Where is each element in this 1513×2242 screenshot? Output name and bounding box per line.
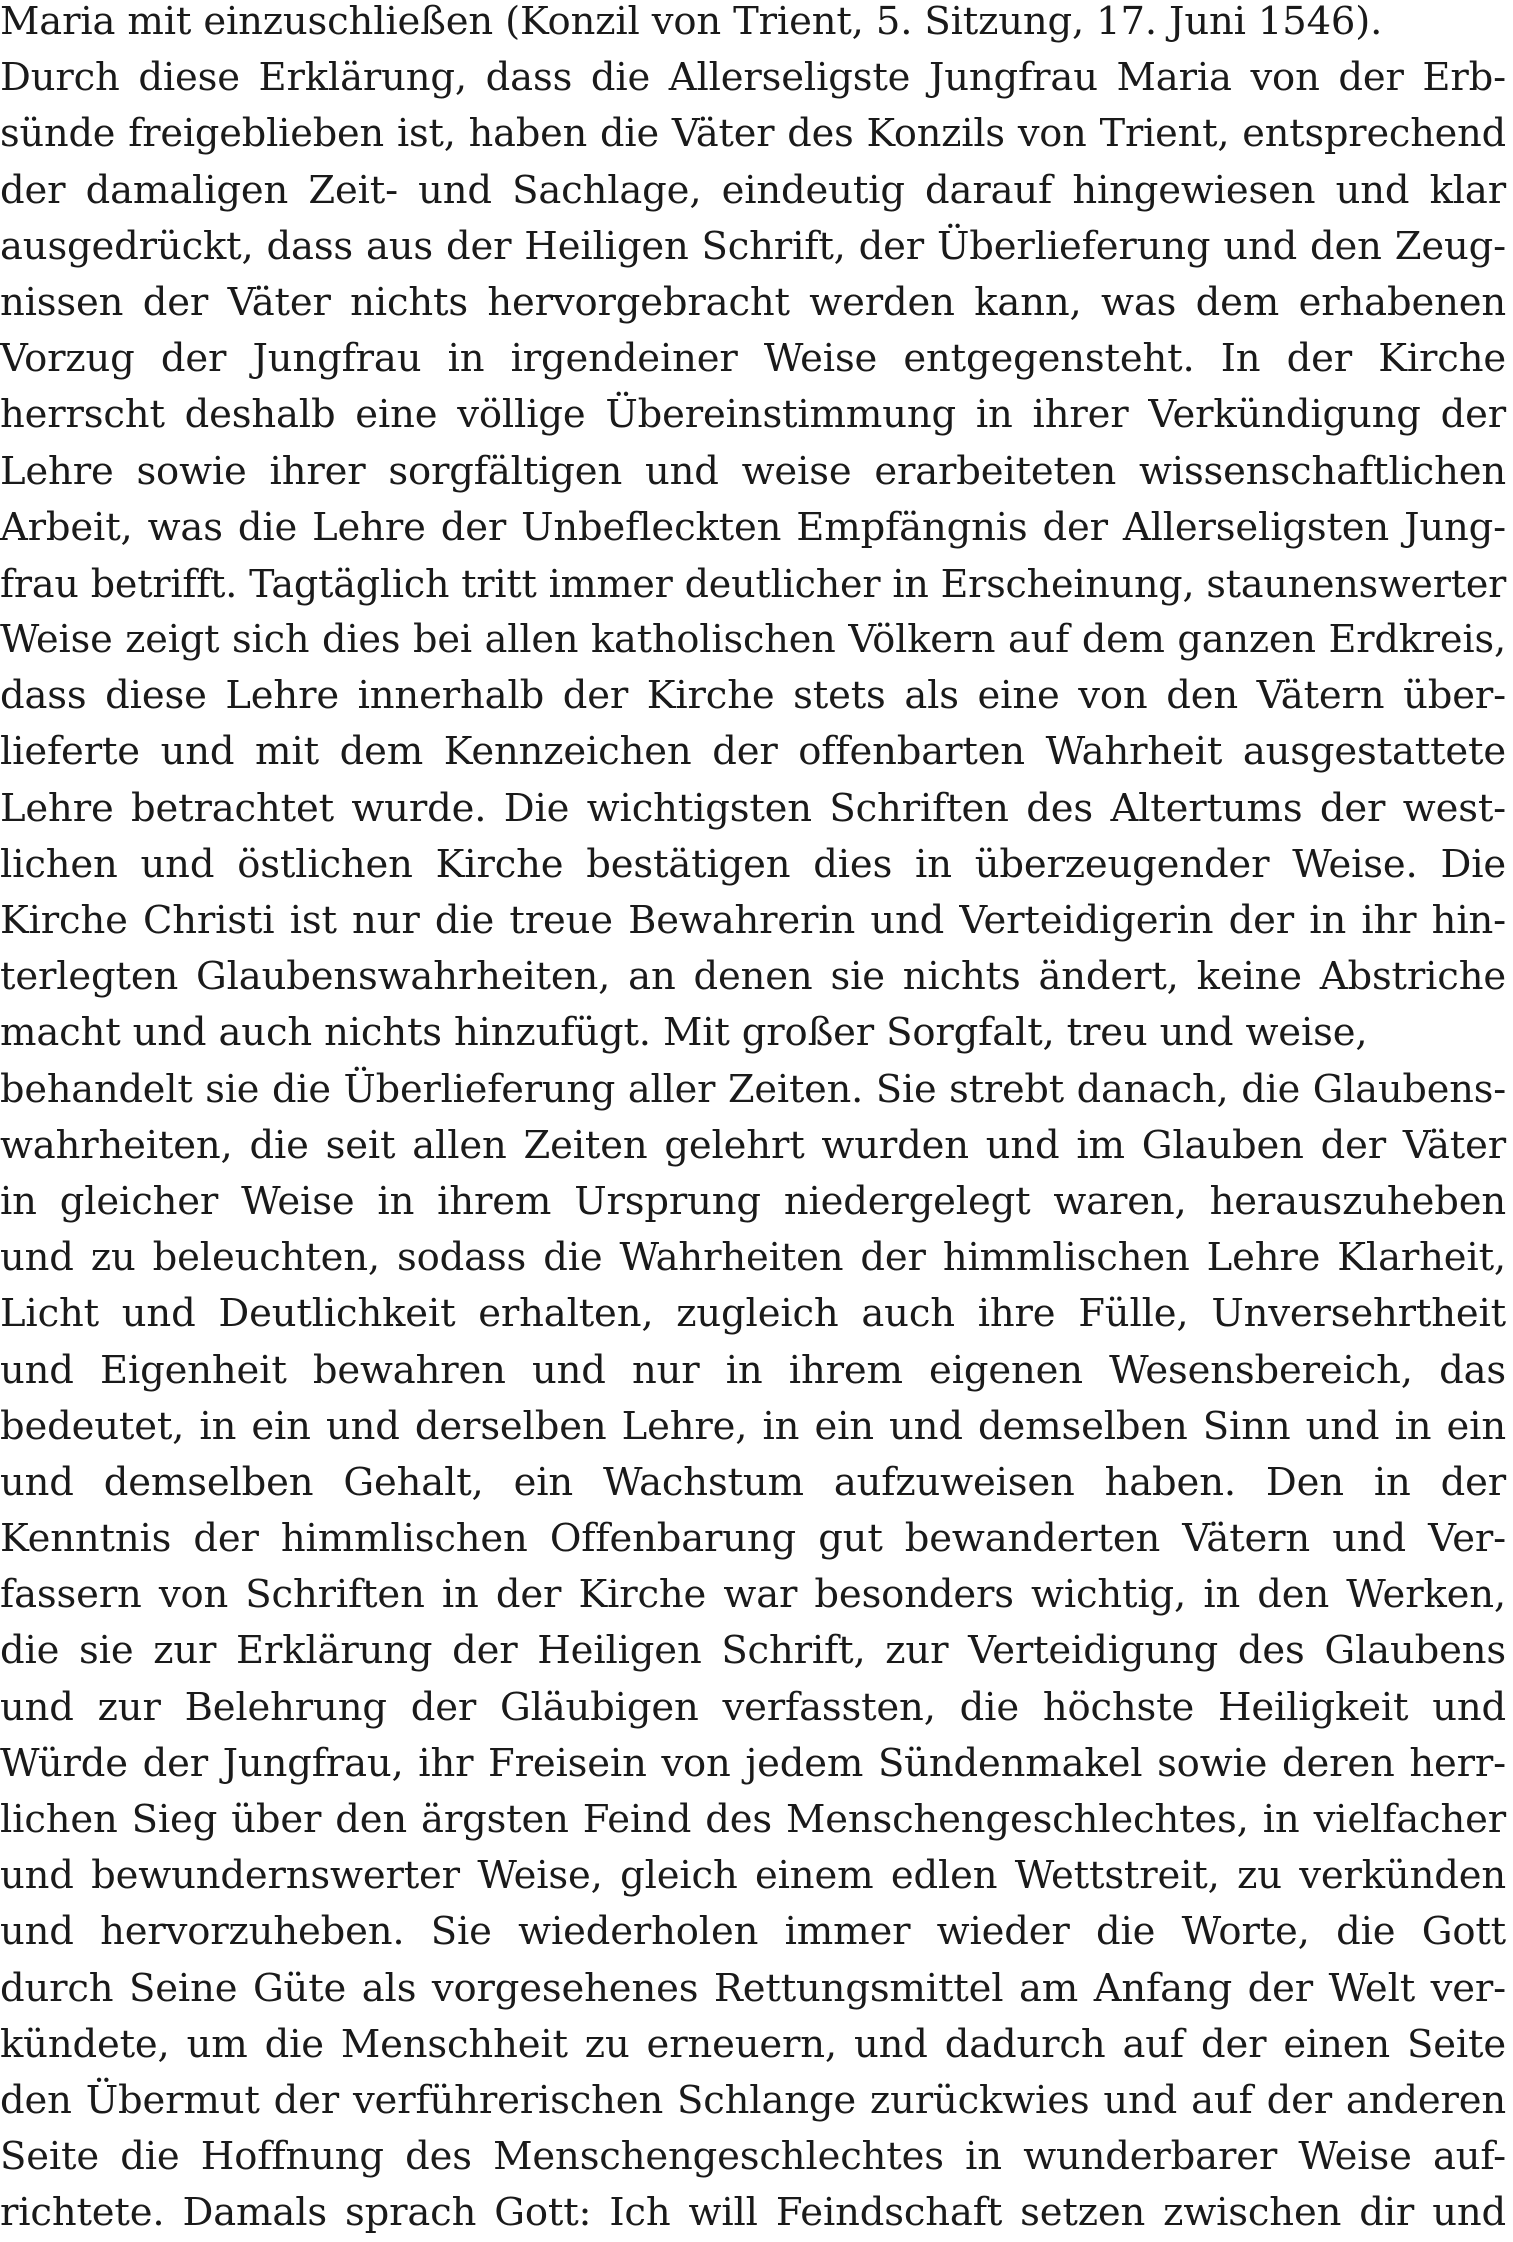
text-line: Maria mit einzuschließen (Konzil von Trient, 5. Sitzung, 17. Juni 1546). [0,0,1383,44]
text-line: Vorzug der Jungfrau in irgendeiner Weise entgegensteht. In der Kirche [0,336,1506,382]
text-line: herrscht deshalb eine völlige Übereinstimmung in ihrer Verkündigung der [0,392,1506,438]
text-line: die sie zur Erklärung der Heiligen Schrift, zur Verteidigung des Glaubens [0,1628,1506,1674]
text-line: Würde der Jungfrau, ihr Freisein von jedem Sündenmakel sowie deren herr- [0,1740,1506,1786]
text-line: Licht und Deutlichkeit erhalten, zugleich auch ihre Fülle, Unversehrtheit [0,1291,1506,1337]
text-line: kündete, um die Menschheit zu erneuern, und dadurch auf der einen Seite [0,2021,1506,2067]
text-line: richtete. Damals sprach Gott: Ich will Feindschaft setzen zwischen dir und [0,2190,1506,2236]
text-line: fassern von Schriften in der Kirche war besonders wichtig, in den Werken, [0,1572,1506,1618]
text-line: Durch diese Erklärung, dass die Allerseligste Jungfrau Maria von der Erb- [0,55,1506,101]
text-line: behandelt sie die Überlieferung aller Zeiten. Sie strebt danach, die Glaubens- [0,1066,1506,1112]
text-line: Lehre betrachtet wurde. Die wichtigsten Schriften des Altertums der west- [0,785,1506,831]
text-line: Arbeit, was die Lehre der Unbefleckten Empfängnis der Allerseligsten Jung- [0,504,1506,550]
text-line: der damaligen Zeit- und Sachlage, eindeutig darauf hingewiesen und klar [0,167,1506,213]
text-line: und zur Belehrung der Gläubigen verfassten, die höchste Heiligkeit und [0,1684,1506,1730]
text-line: den Übermut der verführerischen Schlange zurückwies und auf der anderen [0,2077,1506,2123]
text-line: ausgedrückt, dass aus der Heiligen Schrift, der Überlieferung und den Zeug- [0,223,1506,269]
text-line: Kenntnis der himmlischen Offenbarung gut bewanderten Vätern und Ver- [0,1516,1506,1562]
text-line: und Eigenheit bewahren und nur in ihrem eigenen Wesensbereich, das [0,1347,1506,1393]
text-line: in gleicher Weise in ihrem Ursprung niedergelegt waren, herauszuheben [0,1178,1506,1224]
text-line: und bewundernswerter Weise, gleich einem edlen Wettstreit, zu verkünden [0,1853,1506,1899]
text-line: nissen der Väter nichts hervorgebracht werden kann, was dem erhabenen [0,279,1506,325]
text-line: und hervorzuheben. Sie wiederholen immer wieder die Worte, die Gott [0,1909,1506,1955]
text-line: dass diese Lehre innerhalb der Kirche stets als eine von den Vätern über- [0,673,1506,719]
text-line: lichen Sieg über den ärgsten Feind des Menschengeschlechtes, in vielfacher [0,1797,1506,1842]
text-line: terlegten Glaubenswahrheiten, an denen sie nichts ändert, keine Abstriche [0,954,1506,1000]
text-line: durch Seine Güte als vorgesehenes Rettungsmittel am Anfang der Welt ver- [0,1965,1506,2011]
text-line: sünde freigeblieben ist, haben die Väter des Konzils von Trient, entsprechend [0,111,1506,157]
text-line: frau betrifft. Tagtäglich tritt immer deutlicher in Erscheinung, staunenswerter [0,561,1507,606]
text-line: Weise zeigt sich dies bei allen katholischen Völkern auf dem ganzen Erdkreis, [0,617,1506,663]
text-line: und demselben Gehalt, ein Wachstum aufzuweisen haben. Den in der [0,1459,1506,1505]
text-line: lieferte und mit dem Kennzeichen der offenbarten Wahrheit ausgestattete [0,729,1506,775]
text-line: Lehre sowie ihrer sorgfältigen und weise erarbeiteten wissenschaftlichen [0,448,1506,494]
text-line: lichen und östlichen Kirche bestätigen dies in überzeugender Weise. Die [0,841,1506,887]
text-line: macht und auch nichts hinzufügt. Mit großer Sorgfalt, treu und weise, [0,1010,1368,1056]
text-line: bedeutet, in ein und derselben Lehre, in ein und demselben Sinn und in ein [0,1403,1506,1449]
text-line: und zu beleuchten, sodass die Wahrheiten der himmlischen Lehre Klarheit, [0,1235,1506,1281]
text-line: Seite die Hoffnung des Menschengeschlechtes in wunderbarer Weise auf- [0,2134,1506,2180]
text-line: Kirche Christi ist nur die treue Bewahrerin und Verteidigerin der in ihr hin- [0,898,1506,943]
text-line: wahrheiten, die seit allen Zeiten gelehrt wurden und im Glauben der Väter [0,1122,1506,1168]
